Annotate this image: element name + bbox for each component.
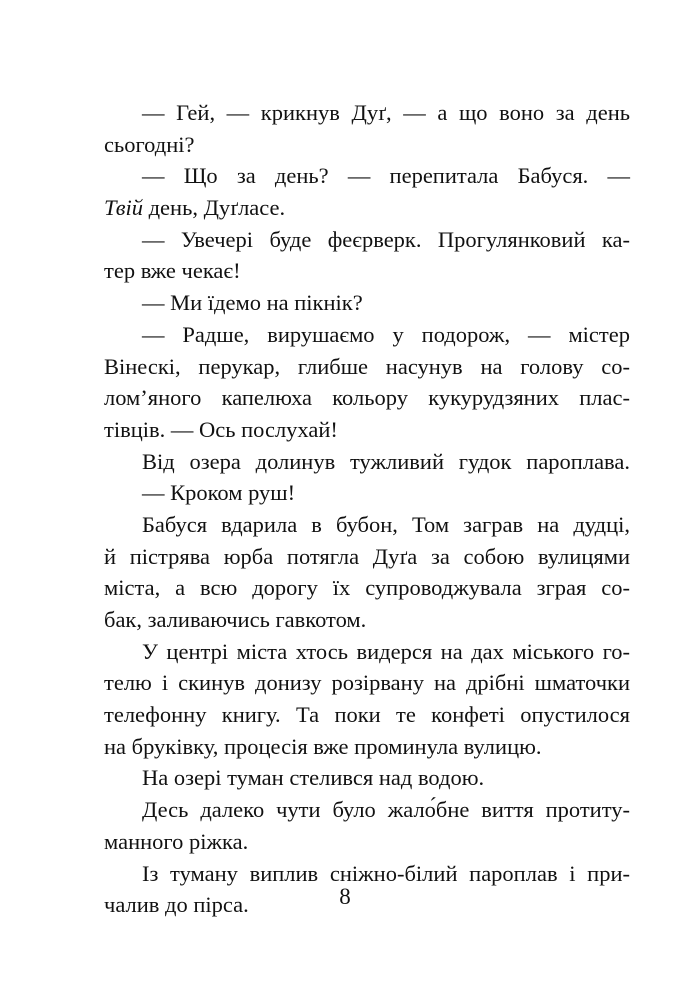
text-line: сьогодні? — [104, 131, 195, 157]
text-line: чалив до пірса. — [104, 892, 249, 918]
text-line: телю і скинув донизу розірвану на дрібні шматочки — [104, 670, 630, 696]
text-line: лом’яного капелюха кольору кукурудзяних плас- — [104, 385, 630, 411]
text-line: бак, заливаючись гавкотом. — [104, 607, 367, 632]
text-line: тер вже чекає! — [104, 258, 241, 284]
italic-word: Твій — [104, 195, 143, 221]
text-line: Бабуся вдарила в бубон, Том заграв на дудці, — [142, 511, 630, 537]
text-span: день, Дуґласе. — [142, 195, 286, 221]
text-line: Від озера долинув тужливий гудок пароплава. — [142, 448, 630, 474]
text-line: міста, а всю дорогу їх супроводжувала зграя со- — [104, 575, 630, 601]
text-line: — Що за день? — перепитала Бабуся. — — [142, 163, 630, 189]
text-line: На озері туман стелився над водою. — [142, 765, 485, 791]
text-line: Десь далеко чути було жало́бне виття протиту- — [142, 797, 630, 823]
text-line: тівців. — Ось послухай! — [104, 416, 338, 442]
text-line: — Радше, вирушаємо у подорож, — містер — [142, 321, 630, 347]
text-line: на бруківку, процесія вже проминула вулицю. — [104, 733, 542, 759]
text-line: — Увечері буде феєрверк. Прогулянковий ка- — [142, 226, 630, 252]
text-line: — Ми їдемо на пікнік? — [142, 290, 363, 316]
text-line: — Кроком руш! — [142, 480, 296, 506]
text-line: манного ріжка. — [104, 828, 249, 854]
text-line — [104, 192, 630, 224]
text-line: Вінескі, перукар, глибше насунув на голову со- — [104, 353, 630, 379]
text-line: й пістрява юрба потягла Дуґа за собою вулицями — [104, 543, 630, 569]
page-number: 8 — [339, 884, 351, 909]
text-line: У центрі міста хтось видерся на дах міського го- — [142, 638, 630, 664]
body-text — [104, 97, 630, 921]
text-line: — Гей, — крикнув Дуґ, — а що воно за день — [142, 100, 630, 125]
text-line: телефонну книгу. Та поки те конфеті опустилося — [104, 702, 630, 728]
text-line: Із туману виплив сніжно-білий пароплав і при- — [142, 860, 630, 886]
